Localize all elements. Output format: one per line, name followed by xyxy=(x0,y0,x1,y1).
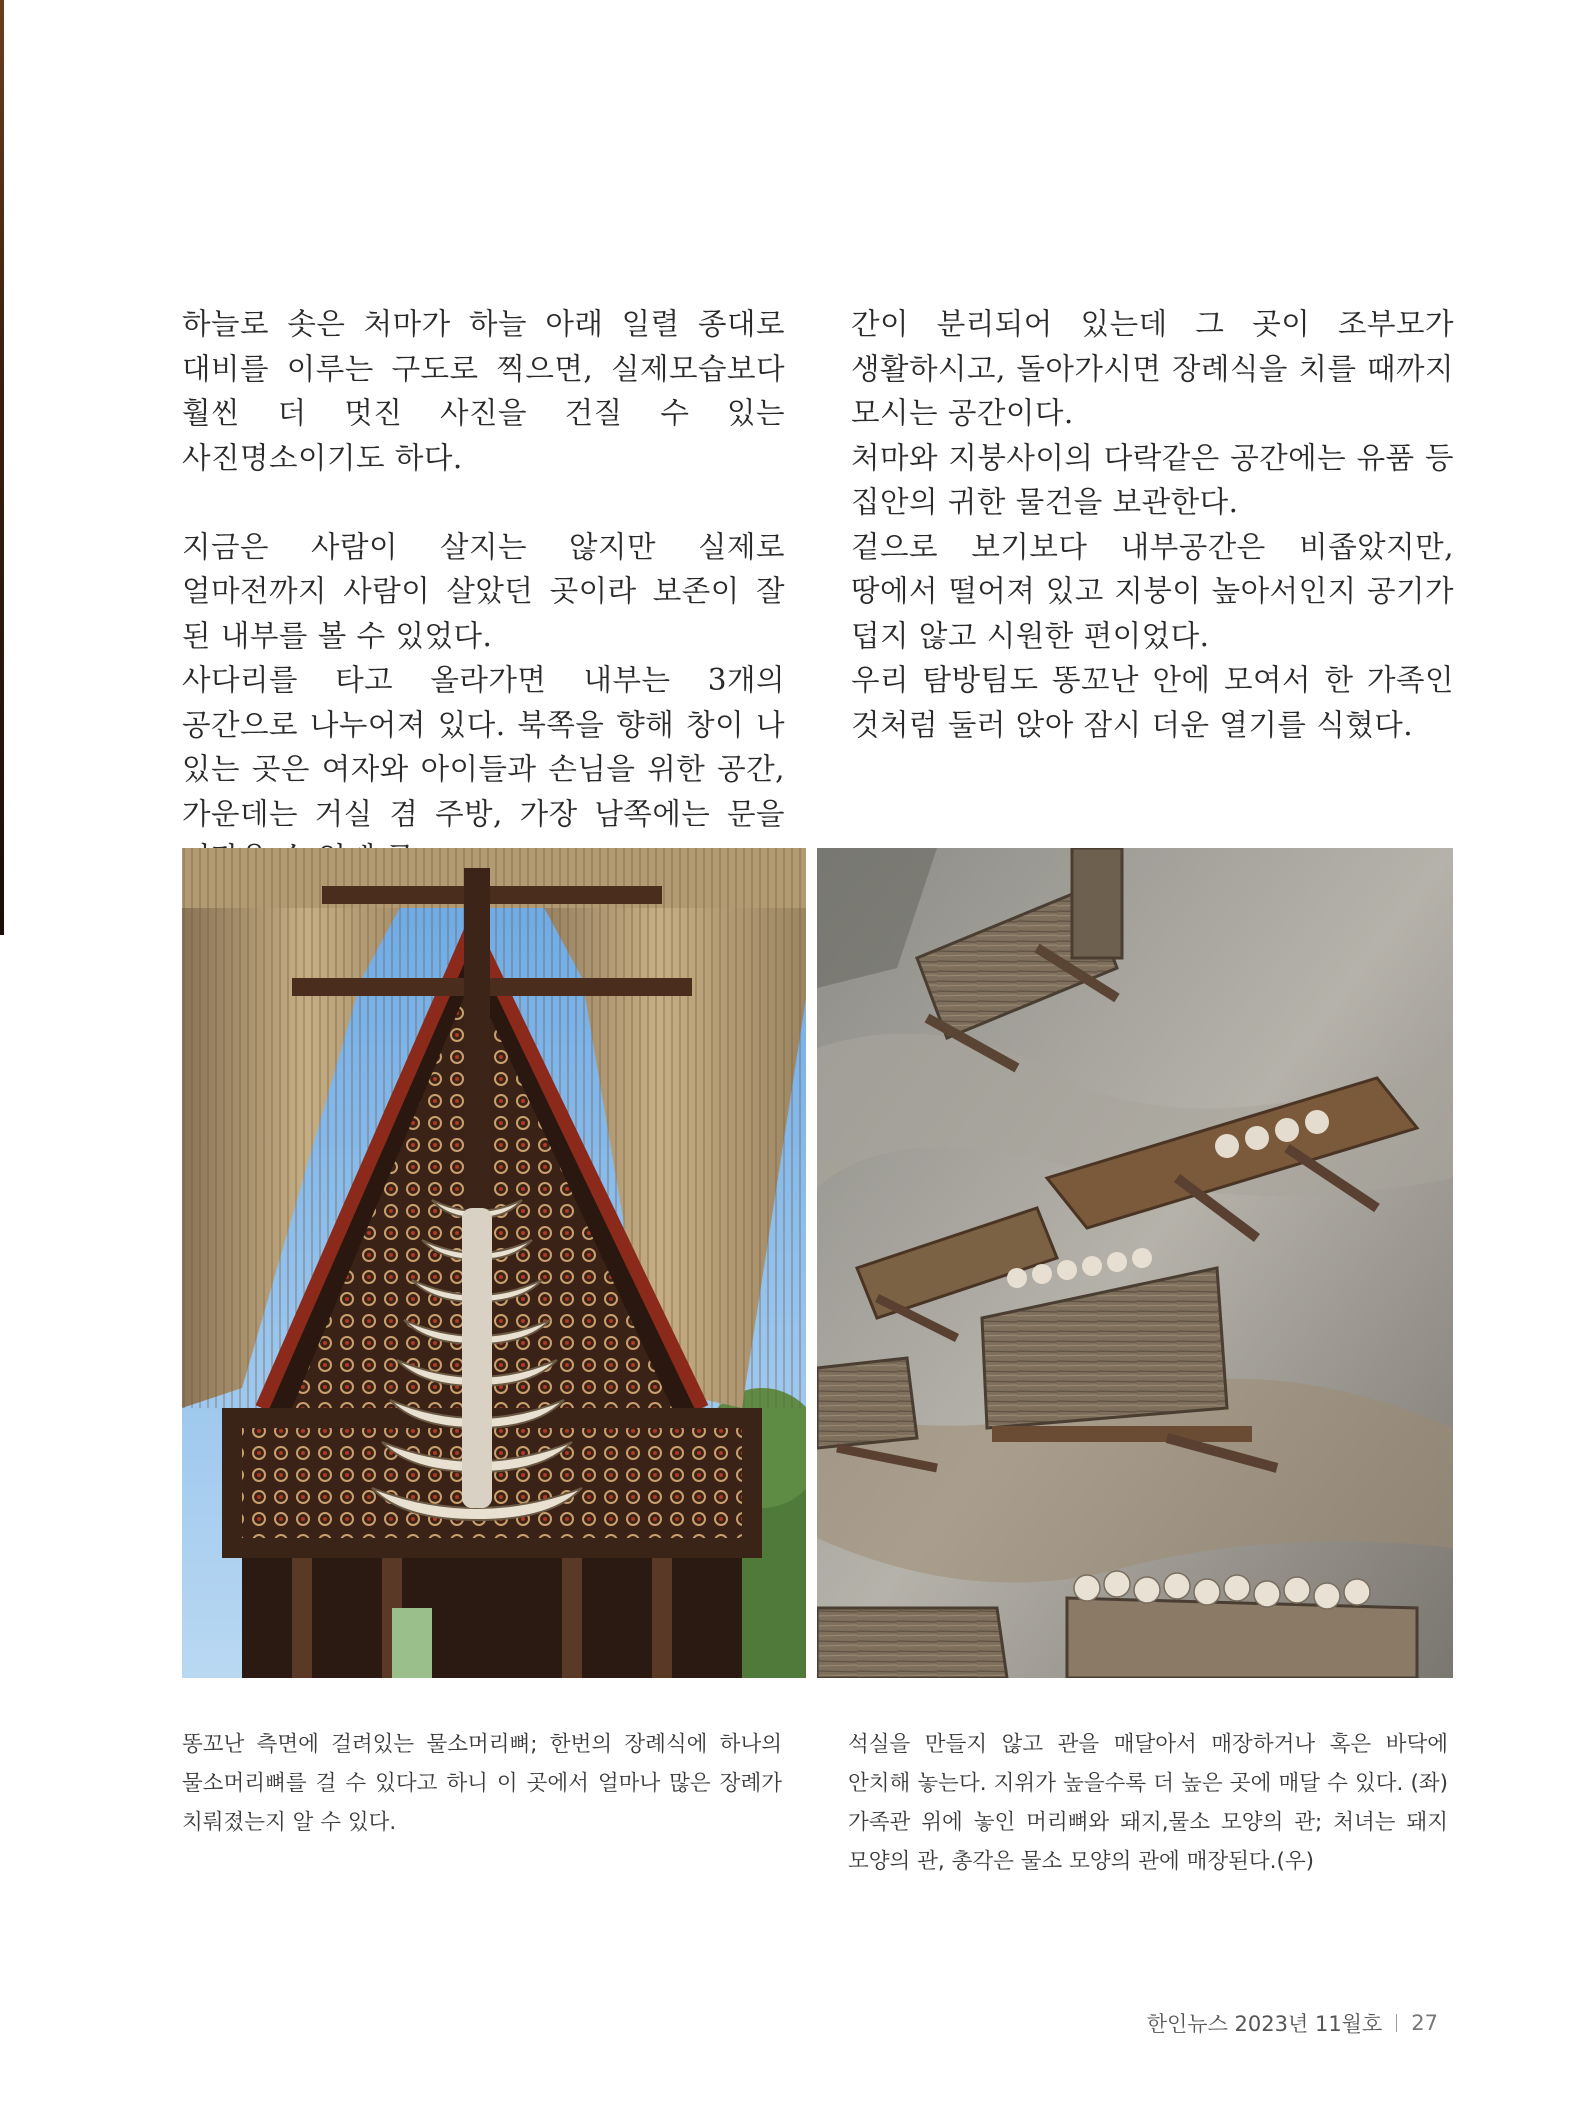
page-number: 27 xyxy=(1411,2011,1438,2035)
paragraph: 사다리를 타고 올라가면 내부는 3개의 공간으로 나누어져 있다. 북쪽을 향해 창이 나 있는 곳은 여자와 아이들과 손님을 위한 공간, 가운데는 거실 겸 주방, 가장 남쪽에는 문을 xyxy=(182,663,785,831)
previous-page-edge xyxy=(0,0,4,935)
paragraph-spacer xyxy=(182,480,785,525)
hanging-coffins-illustration xyxy=(817,848,1453,1678)
photo-caption-left: 똥꼬난 측면에 걸려있는 물소머리뼈; 한번의 장례식에 하나의 물소머리뼈를 걸 수 있다고 하니 이 곳에서 얼마나 많은 장례가 치뤄졌는지 알 수 있다. xyxy=(182,1731,782,1835)
photo-hanging-coffins xyxy=(817,848,1453,1678)
page-footer xyxy=(1147,2008,1438,2038)
paragraph: 지금은 사람이 살지는 않지만 실제로 얼마전까지 사람이 살았던 곳이라 보존이 잘 된 내부를 볼 수 있었다. xyxy=(182,529,785,653)
tongkonan-illustration xyxy=(182,848,806,1678)
paragraph: 처마와 지붕사이의 다락같은 공간에는 유품 등 집안의 귀한 물건을 보관한다. xyxy=(851,440,1454,519)
photo-caption-right: 석실을 만들지 않고 관을 매달아서 매장하거나 혹은 바닥에 안치해 놓는다. 지위가 높을수록 더 높은 곳에 매달 수 있다. (좌) 가족관 위에 놓인 머리뼈와 돼지,물소 모양의 관; 처녀는 돼지 모양의 관, 총각은 물소 모양의 관에 매장된다.(우) xyxy=(848,1731,1448,1874)
photo-tongkonan-buffalo-horns xyxy=(182,848,806,1678)
paragraph: 우리 탐방팀도 똥꼬난 안에 모여서 한 가족인 것처럼 둘러 앉아 잠시 더운 열기를 식혔다. xyxy=(851,663,1454,742)
paragraph: 하늘로 솟은 처마가 하늘 아래 일렬 종대로 대비를 이루는 구도로 찍으면, 실제모습보다 훨씬 더 멋진 사진을 건질 수 있는 사진명소이기도 하다. xyxy=(182,307,785,475)
paragraph: 겉으로 보기보다 내부공간은 비좁았지만, 땅에서 떨어져 있고 지붕이 높아서인지 공기가 덥지 않고 시원한 편이었다. xyxy=(851,529,1454,653)
article-column-left xyxy=(182,302,785,881)
paragraph: 간이 분리되어 있는데 그 곳이 조부모가 생활하시고, 돌아가시면 장례식을 치를 때까지 모시는 공간이다. xyxy=(851,307,1454,430)
article-column-right xyxy=(851,302,1454,747)
publication-name: 한인뉴스 2023년 11월호 xyxy=(1146,2012,1383,2036)
footer-divider xyxy=(1396,2014,1397,2032)
